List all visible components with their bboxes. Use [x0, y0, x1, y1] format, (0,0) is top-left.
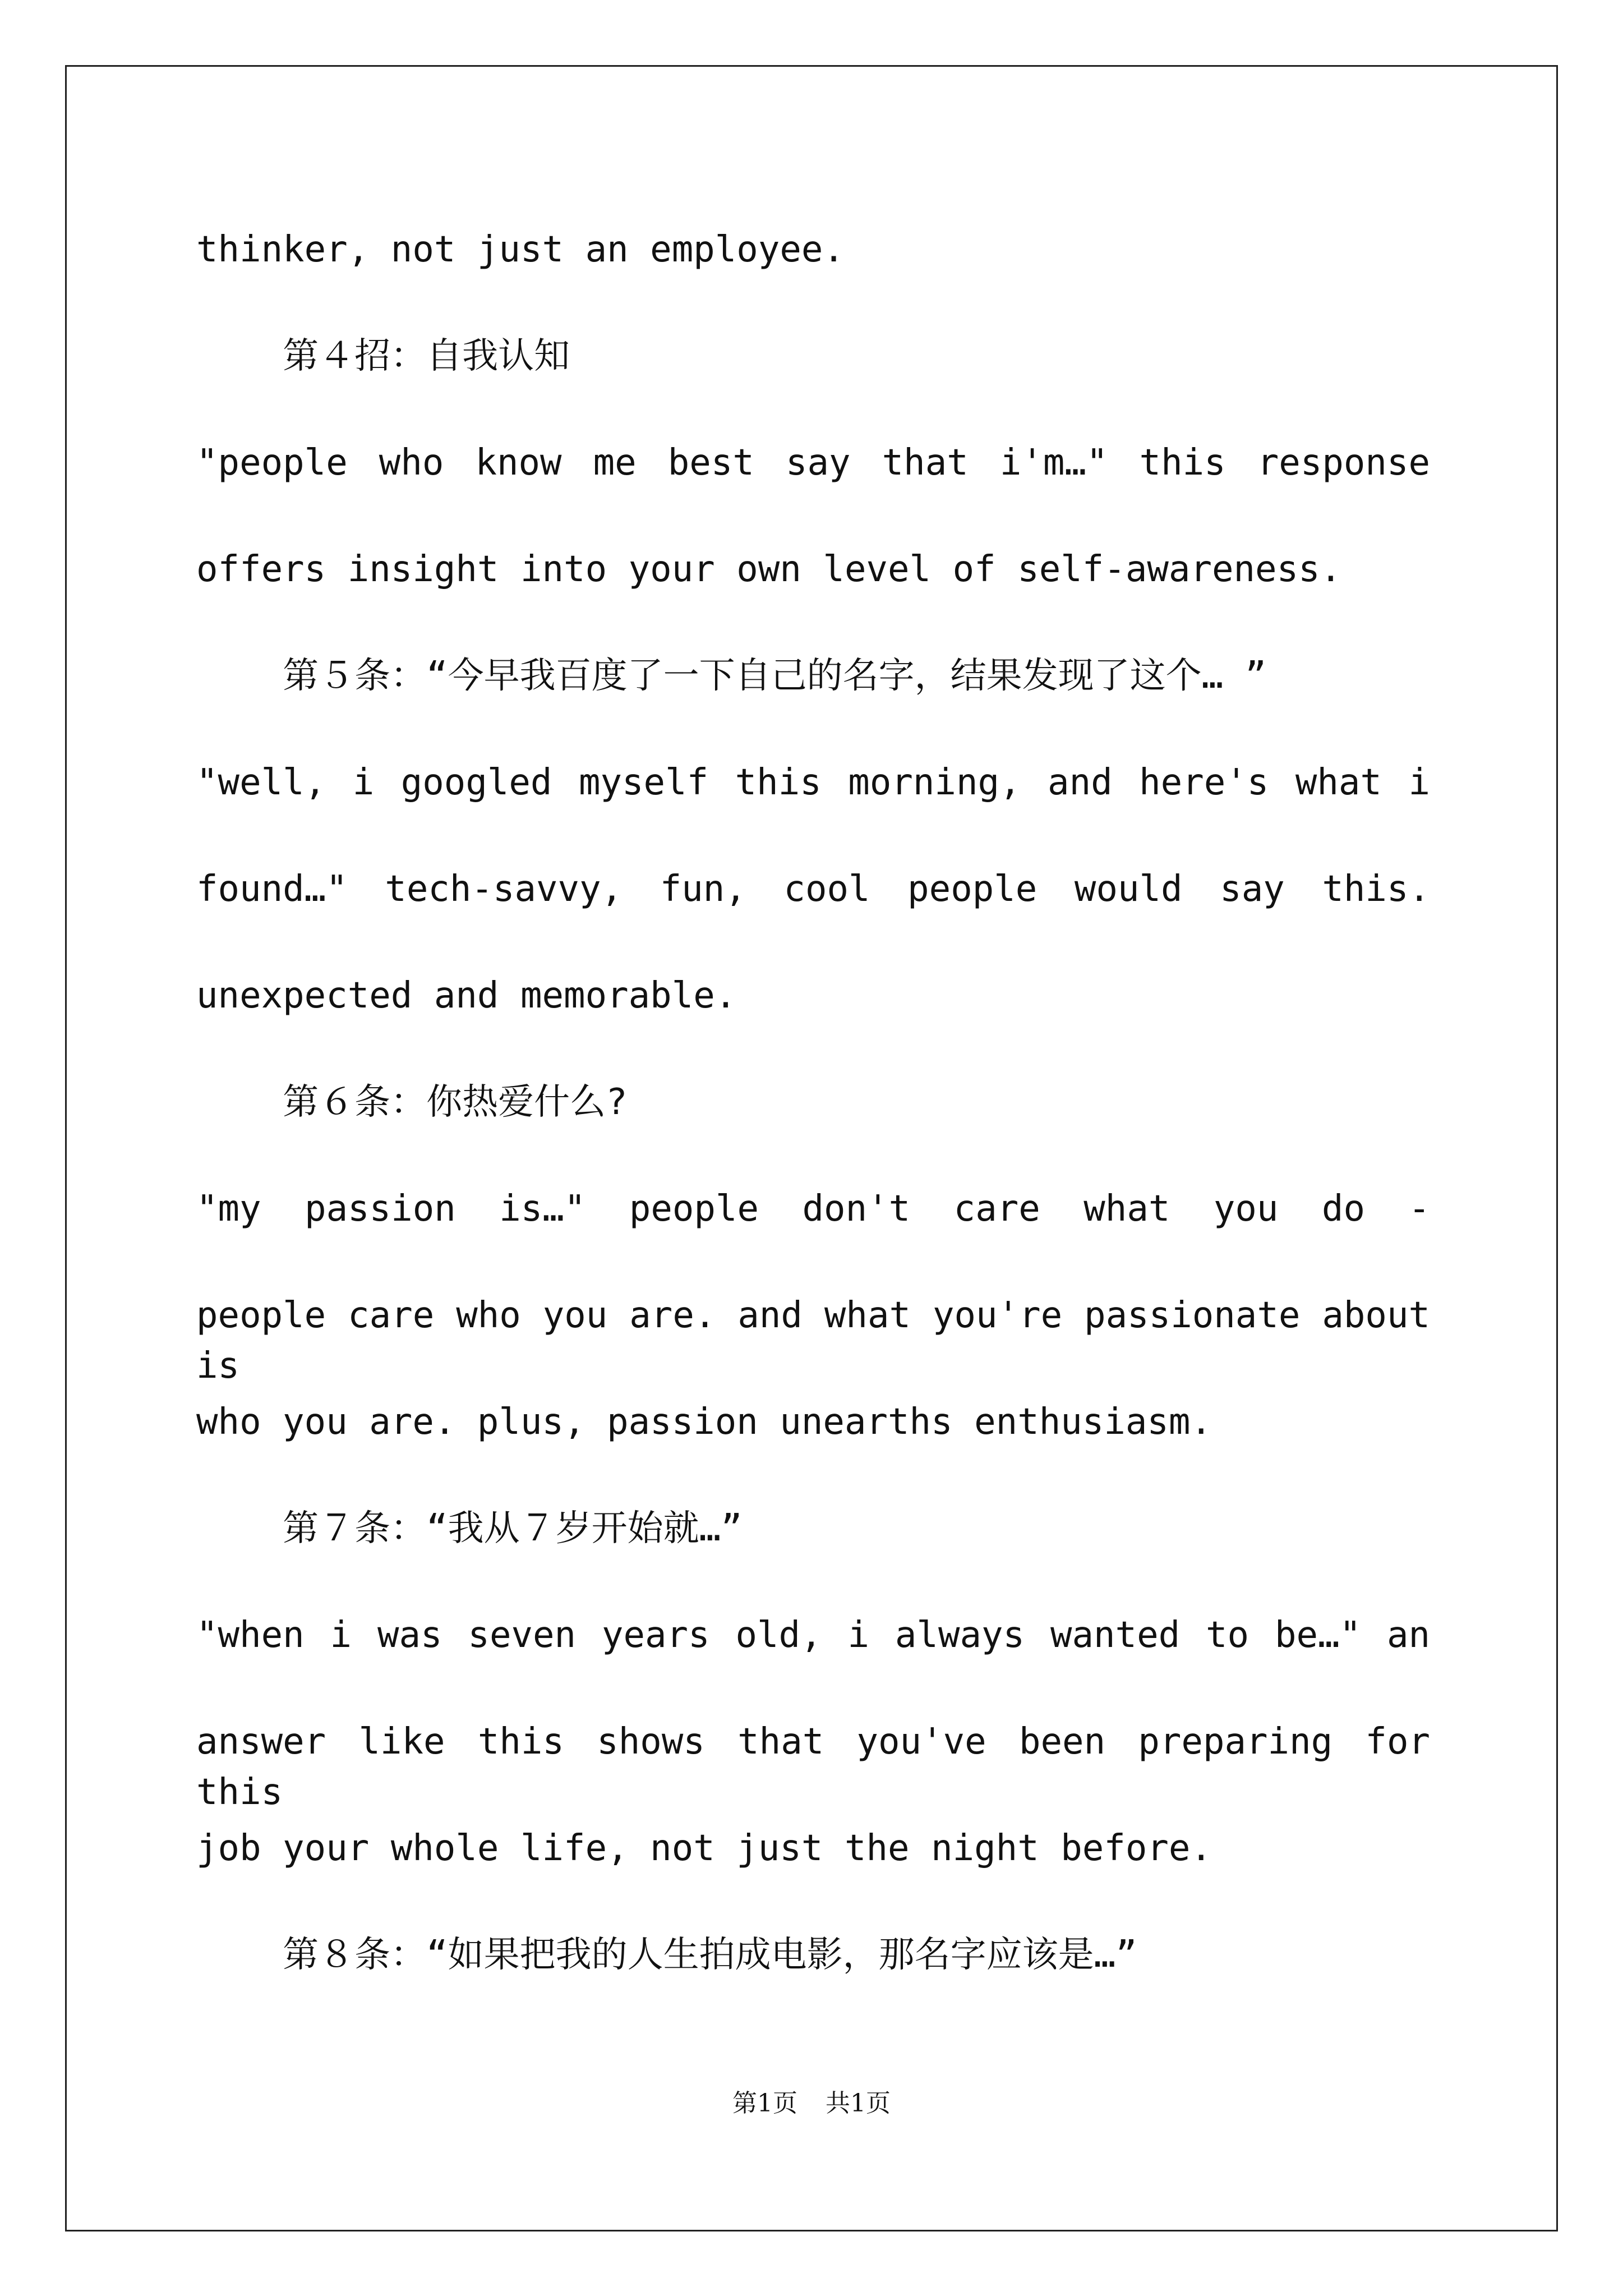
text-line: found…" tech-savvy, fun, cool people would say this.: [196, 868, 1430, 910]
text-line: unexpected and memorable.: [196, 975, 737, 1016]
text-line: offers insight into your own level of self-awareness.: [196, 549, 1342, 590]
section-heading: 第５条：“今早我百度了一下自己的名字，结果发现了这个… ”: [196, 655, 1267, 697]
text-line: "well, i googled myself this morning, and here's what i: [196, 762, 1430, 803]
text-line: thinker, not just an employee.: [196, 229, 845, 270]
section-heading: 第８条：“如果把我的人生拍成电影，那名字应该是…”: [196, 1934, 1137, 1976]
text-line: "my passion is…" people don't care what you do -: [196, 1188, 1430, 1230]
text-line: who you are. plus, passion unearths enthusiasm.: [196, 1401, 1212, 1443]
section-heading: 第６条：你热爱什么?: [196, 1082, 628, 1123]
section-heading: 第４招：自我认知: [196, 335, 570, 377]
page-border: [65, 65, 1558, 2231]
text-line: "when i was seven years old, i always wanted to be…" an: [196, 1614, 1430, 1656]
page-total: 共1页: [826, 2089, 891, 2118]
text-line: answer like this shows that you've been preparing for this: [196, 1721, 1430, 1813]
page-number: 第1页: [732, 2089, 797, 2118]
text-line: people care who you are. and what you're passionate about is: [196, 1295, 1430, 1387]
section-heading: 第７条：“我从７岁开始就…”: [196, 1508, 743, 1549]
text-line: "people who know me best say that i'm…" this response: [196, 442, 1430, 484]
page-footer: [0, 2087, 1623, 2120]
text-line: job your whole life, not just the night before.: [196, 1828, 1212, 1869]
